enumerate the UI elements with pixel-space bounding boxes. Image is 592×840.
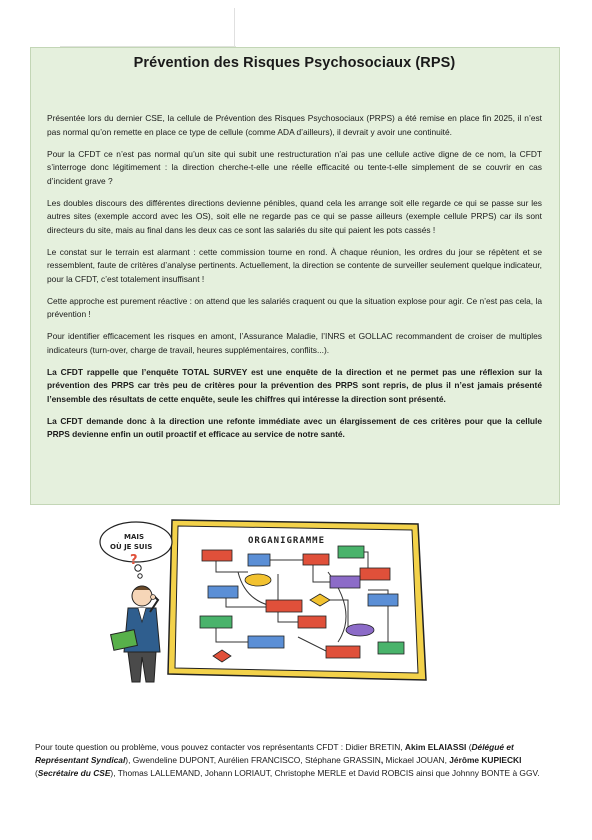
header-divider-vertical — [234, 8, 235, 46]
flow-box — [248, 554, 270, 566]
paragraph-5: Cette approche est purement réactive : on attend que les salariés craquent ou que la situation explose pour agir. Ce n’est pas cela, la prévention ! — [47, 295, 542, 319]
man-figure — [111, 586, 160, 682]
paragraph-1: Présentée lors du dernier CSE, la cellule de Prévention des Risques Psychosociaux (PRPS) a été remise en place fin 2025, il n’est pas normal qu’on remette en place ce type de cellule (comme ADA d’ailleurs), il devrait y avoir une continuité. — [47, 113, 542, 137]
footer-comma: , — [380, 755, 384, 766]
paragraph-4: Le constat sur le terrain est alarmant : cette commission tourne en rond. À chaque réunion, les ordres du jour se répètent et se ressemblent, faute de critères d’analyse pertinents. Actuellement, la direction se contente de surveiller seulement quelque indicateur, pour la CFDT, c’est totalement insuffisant ! — [47, 246, 542, 284]
paragraph-2: Pour la CFDT ce n’est pas normal qu’un site qui subit une restructuration n’ai pas une cellule active digne de ce nom, la CFDT s’interroge donc légitimement : la direction cherche-t-elle une réelle efficacité ou tente-t-elle simplement de se couvrir en cas d’incident grave ? — [47, 148, 542, 186]
organigramme-cartoon — [98, 512, 430, 686]
footer-intro: Pour toute question ou problème, vous pouvez contacter vos représentants CFDT : Didier BRETIN, — [35, 742, 405, 752]
flow-box — [368, 594, 398, 606]
paragraph-8-bold: La CFDT demande donc à la direction une refonte immédiate avec un élargissement de ces critères pour que la cellule PRPS devienne enfin un outil proactif et efficace au service de notre santé. — [47, 415, 542, 439]
footer-paren: ), — [125, 755, 133, 766]
footer-role-delegue: Délégué et Représentant Syndical — [35, 742, 514, 766]
footer-outro: , Thomas LALLEMAND, Johann LORIAUT, Christophe MERLE et David ROBCIS ainsi que Johnny BONTE à GGV. — [113, 768, 540, 779]
flow-box — [208, 586, 238, 598]
contact-footer — [35, 741, 555, 781]
flow-box — [338, 546, 364, 558]
question-mark: ? — [130, 553, 138, 568]
footer-role-secretaire: Secrétaire du CSE — [37, 768, 111, 779]
rps-article-panel — [30, 47, 560, 505]
footer-name-jerome: Jérôme KUPIECKI — [449, 755, 522, 766]
flow-box — [266, 600, 302, 612]
flow-box — [298, 616, 326, 628]
flow-box — [360, 568, 390, 580]
flow-ellipse — [346, 624, 374, 636]
footer-names: Gwendeline DUPONT, Aurélien FRANCISCO, Stéphane GRASSIN — [132, 755, 381, 766]
footer-paren: ) — [110, 768, 114, 779]
flow-box — [303, 554, 329, 565]
man-legs — [128, 652, 156, 682]
flow-box — [326, 646, 360, 658]
paragraph-6: Pour identifier efficacement les risques en amont, l’Assurance Maladie, l’INRS et GOLLAC recommandent de croiser de multiples indicateurs (turn-over, charge de travail, heures supplémentaires, conflits...). — [47, 331, 542, 355]
flow-ellipse — [245, 574, 271, 586]
article-title: Prévention des Risques Psychosociaux (RPS) — [133, 55, 456, 71]
bubble-text-line2: OÙ JE SUIS — [110, 543, 153, 551]
paragraph-7-bold: La CFDT rappelle que l’enquête TOTAL SURVEY est une enquête de la direction et ne permet pas une réflexion sur la prévention des PRPS car très peu de critères pour la prévention des PRPS sont repris, de plus il n’est jamais présenté l’ensemble des résultats de cette enquête, seule les chiffres qui intéresse la direction sont présenté. — [47, 366, 542, 404]
board-title: ORGANIGRAMME — [248, 536, 326, 546]
footer-paren: ( — [35, 768, 38, 779]
flow-box — [200, 616, 232, 628]
footer-names: Mickael JOUAN, — [383, 755, 450, 766]
footer-paren: ( — [468, 742, 472, 752]
bubble-text-line1: MAIS — [124, 533, 145, 541]
flow-box — [378, 642, 404, 654]
paragraph-3: Les doubles discours des différentes directions devienne pénibles, quand cela les arrange soit elle regarde ce qui se passe sur les autres sites (exemple accord avec les OS), soit elle ne regarde pas ce qui se passe ailleurs (exemple cellule PRPS) car ils sont directeurs du site, mais au final dans les deux cas ce sont las salariés du site qui paient les pots cassés ! — [47, 197, 542, 235]
footer-name-akim: Akim ELAIASSI — [404, 742, 467, 752]
flow-box — [330, 576, 360, 588]
flow-box — [202, 550, 232, 561]
thought-bubble-dot — [138, 574, 142, 578]
flow-box — [248, 636, 284, 648]
